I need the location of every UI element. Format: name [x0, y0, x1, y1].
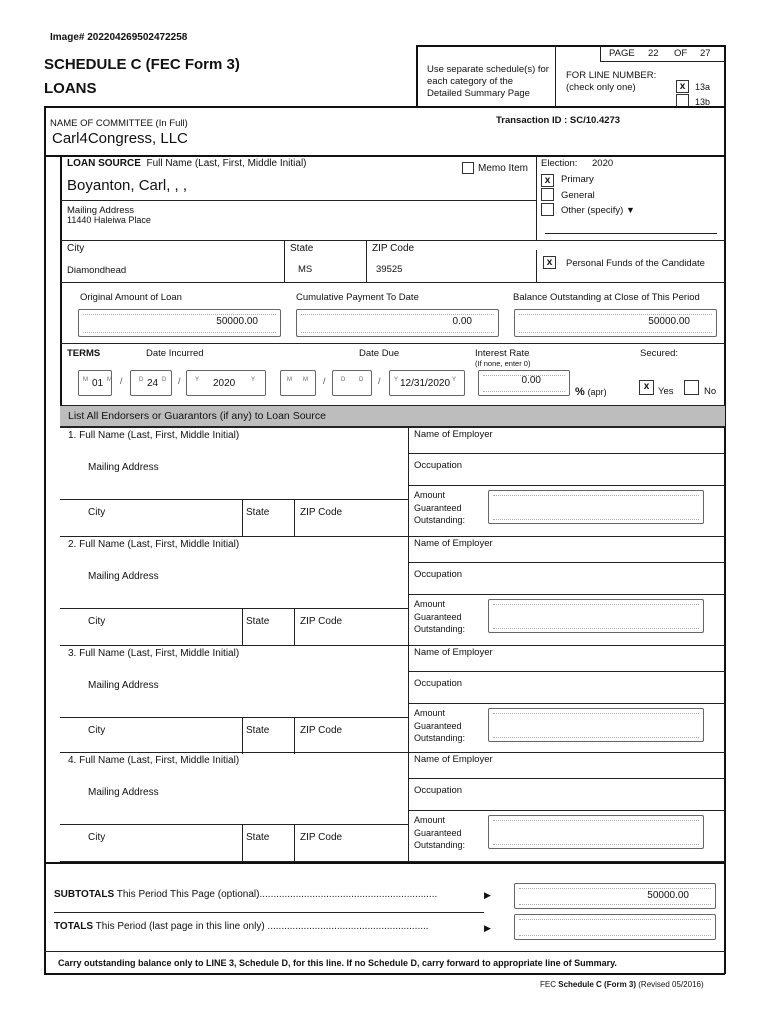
zip-label: ZIP Code — [372, 243, 415, 254]
line-13a-checkbox[interactable]: x — [676, 80, 689, 93]
primary-checkbox[interactable]: x — [541, 174, 554, 187]
secured-yes-label: Yes — [658, 386, 674, 397]
schedule-subtitle: LOANS — [44, 80, 97, 97]
endorser-2-mailing-label: Mailing Address — [88, 571, 159, 582]
endorser-4-amount-field[interactable] — [488, 815, 704, 849]
endorser-1-amount-field[interactable] — [488, 490, 704, 524]
totals-arrow-icon: ▶ — [484, 923, 491, 933]
endorser-3-name-label: 3. Full Name (Last, First, Middle Initial) — [68, 648, 240, 659]
balance-outstanding-label: Balance Outstanding at Close of This Period — [513, 292, 700, 303]
page-label: PAGE — [609, 48, 635, 59]
secured-label: Secured: — [640, 348, 679, 359]
subtotals-value: 50000.00 — [647, 890, 689, 901]
endorser-2-employer-label: Name of Employer — [414, 538, 493, 549]
balance-outstanding-value: 50000.00 — [648, 316, 690, 327]
mailing-address-label: Mailing Address — [67, 205, 135, 216]
date-incurred-year[interactable]: Y 2020 Y — [186, 370, 266, 396]
original-amount-field[interactable] — [78, 309, 281, 337]
date-incurred-day[interactable]: D 24 D — [130, 370, 172, 396]
election-year: 2020 — [592, 158, 614, 169]
endorser-3-state-label: State — [246, 725, 270, 736]
general-checkbox[interactable] — [541, 188, 554, 201]
secured-no-checkbox[interactable] — [684, 380, 699, 395]
endorser-4-amount-label: Amount Guaranteed Outstanding: — [414, 815, 466, 850]
endorser-2-city-label: City — [88, 616, 106, 627]
endorser-4-mailing-label: Mailing Address — [88, 787, 159, 798]
date-incurred-label: Date Incurred — [146, 348, 204, 359]
endorser-1-amount-label: Amount Guaranteed Outstanding: — [414, 490, 466, 525]
endorser-3-amount-field[interactable] — [488, 708, 704, 742]
date-due-month[interactable]: M M — [280, 370, 316, 396]
other-label: Other (specify) ▼ — [561, 205, 635, 216]
subtotals-field[interactable] — [514, 883, 716, 909]
endorser-4-employer-label: Name of Employer — [414, 754, 493, 765]
endorser-4-name-label: 4. Full Name (Last, First, Middle Initial) — [68, 755, 240, 766]
loan-source-label: LOAN SOURCE Full Name (Last, First, Middle Initial) — [67, 158, 307, 169]
form-footer: FEC Schedule C (Form 3) (Revised 05/2016) — [540, 980, 704, 989]
totals-label: TOTALS This Period (last page in this line only) .......................................................... — [54, 921, 429, 932]
terms-label: TERMS — [67, 348, 101, 359]
subtotals-label: SUBTOTALS This Period This Page (optional)................................................................ — [54, 889, 438, 900]
city-value: Diamondhead — [67, 265, 127, 276]
page-number: 22 — [648, 48, 659, 59]
endorser-1-employer-label: Name of Employer — [414, 429, 493, 440]
endorser-2-state-label: State — [246, 616, 270, 627]
endorser-3-occupation-label: Occupation — [414, 678, 463, 689]
of-label: OF — [674, 48, 688, 59]
primary-label: Primary — [561, 174, 594, 185]
endorser-1-name-label: 1. Full Name (Last, First, Middle Initial) — [68, 430, 240, 441]
endorser-1-mailing-label: Mailing Address — [88, 462, 159, 473]
line-number-label: FOR LINE NUMBER: — [566, 70, 657, 81]
endorser-1-state-label: State — [246, 507, 270, 518]
page-total: 27 — [700, 48, 711, 59]
transaction-id: Transaction ID : SC/10.4273 — [496, 115, 621, 126]
personal-funds-checkbox[interactable]: x — [543, 256, 556, 269]
original-amount-value: 50000.00 — [216, 316, 258, 327]
endorser-1-zip-label: ZIP Code — [300, 507, 343, 518]
endorser-4-state-label: State — [246, 832, 270, 843]
endorser-2-occupation-label: Occupation — [414, 569, 463, 580]
instructions: Use separate schedule(s) for each category of the Detailed Summary Page — [427, 64, 549, 99]
subtotals-arrow-icon: ▶ — [484, 890, 491, 900]
date-due-day[interactable]: D D — [332, 370, 372, 396]
loan-source-name: Boyanton, Carl, , , — [67, 177, 188, 194]
image-id: Image# 202204269502472258 — [50, 32, 188, 43]
endorser-2-name-label: 2. Full Name (Last, First, Middle Initial) — [68, 539, 240, 550]
cumulative-payment-value: 0.00 — [452, 316, 472, 327]
committee-name: Carl4Congress, LLC — [52, 130, 188, 147]
endorser-3-zip-label: ZIP Code — [300, 725, 343, 736]
endorser-2-amount-label: Amount Guaranteed Outstanding: — [414, 599, 466, 634]
date-due-label: Date Due — [359, 348, 400, 359]
mailing-address: 11440 Haleiwa Place — [67, 215, 151, 225]
line-13a-label: 13a — [695, 82, 711, 92]
endorser-3-employer-label: Name of Employer — [414, 647, 493, 658]
secured-yes-checkbox[interactable]: x — [639, 380, 654, 395]
endorser-4-occupation-label: Occupation — [414, 785, 463, 796]
schedule-title: SCHEDULE C (FEC Form 3) — [44, 56, 240, 73]
cumulative-payment-label: Cumulative Payment To Date — [296, 292, 419, 303]
endorser-3-amount-label: Amount Guaranteed Outstanding: — [414, 708, 466, 743]
secured-no-label: No — [704, 386, 717, 397]
cumulative-payment-field[interactable] — [296, 309, 499, 337]
zip-value: 39525 — [376, 264, 403, 275]
line-number-sub: (check only one) — [566, 82, 636, 93]
endorser-4-zip-label: ZIP Code — [300, 832, 343, 843]
endorser-1-occupation-label: Occupation — [414, 460, 463, 471]
interest-rate-sub: (If none, enter 0) — [475, 359, 531, 368]
endorser-4-city-label: City — [88, 832, 106, 843]
endorsers-header: List All Endorsers or Guarantors (if any) to Loan Source — [68, 410, 326, 422]
date-due-year[interactable]: Y 12/31/2020 Y — [389, 370, 465, 396]
memo-item-label: Memo Item — [478, 163, 529, 174]
original-amount-label: Original Amount of Loan — [80, 292, 182, 303]
line-13b-label: 13b — [695, 97, 711, 107]
balance-outstanding-field[interactable] — [514, 309, 717, 337]
election-label: Election: — [541, 158, 578, 169]
interest-rate-value: 0.00 — [521, 375, 541, 386]
interest-rate-field[interactable] — [478, 370, 570, 396]
general-label: General — [561, 190, 595, 201]
totals-field[interactable] — [514, 914, 716, 940]
committee-label: NAME OF COMMITTEE (In Full) — [50, 118, 188, 129]
endorser-3-city-label: City — [88, 725, 106, 736]
state-value: MS — [298, 264, 313, 275]
other-checkbox[interactable] — [541, 203, 554, 216]
memo-item-checkbox[interactable] — [462, 162, 474, 174]
apr-label: % (apr) — [575, 386, 607, 398]
city-label: City — [67, 243, 85, 254]
personal-funds-label: Personal Funds of the Candidate — [566, 258, 705, 269]
carry-footnote: Carry outstanding balance only to LINE 3, Schedule D, for this line. If no Schedule D, carry forward to appropriate line of Summary. — [58, 958, 617, 968]
state-label: State — [290, 243, 314, 254]
endorser-2-zip-label: ZIP Code — [300, 616, 343, 627]
date-incurred-month[interactable]: M 01 M — [78, 370, 112, 396]
interest-rate-label: Interest Rate — [475, 348, 530, 359]
endorser-3-mailing-label: Mailing Address — [88, 680, 159, 691]
endorser-2-amount-field[interactable] — [488, 599, 704, 633]
endorser-1-city-label: City — [88, 507, 106, 518]
